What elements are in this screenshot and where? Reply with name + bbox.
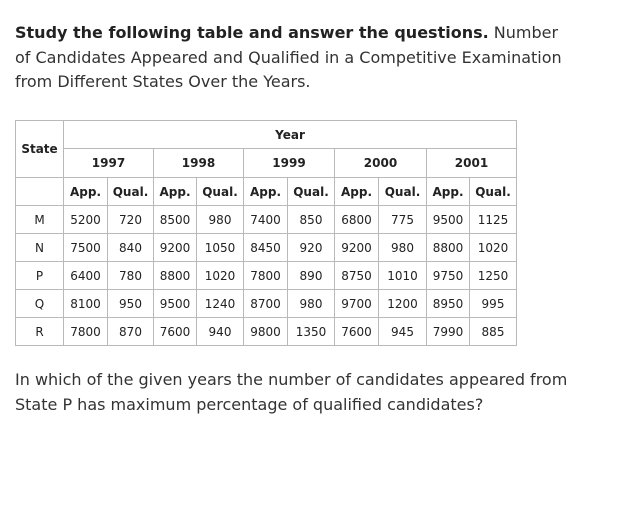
appeared-cell: 8450 (244, 234, 288, 262)
qualified-header: Qual. (470, 178, 517, 206)
appeared-cell: 6800 (335, 206, 379, 234)
table-row (16, 290, 517, 318)
table-row (16, 262, 517, 290)
table-row (16, 234, 517, 262)
state-cell: Q (16, 290, 64, 318)
appeared-cell: 7400 (244, 206, 288, 234)
appeared-cell: 8750 (335, 262, 379, 290)
appeared-cell: 9500 (154, 290, 197, 318)
years-row (16, 149, 517, 178)
appeared-cell: 7600 (335, 318, 379, 346)
state-cell: N (16, 234, 64, 262)
qualified-cell: 1125 (470, 206, 517, 234)
appeared-header: App. (64, 178, 108, 206)
qualified-header: Qual. (379, 178, 427, 206)
appeared-cell: 7600 (154, 318, 197, 346)
year-cell: 2001 (427, 149, 517, 178)
qualified-cell: 1200 (379, 290, 427, 318)
qualified-cell: 945 (379, 318, 427, 346)
blank-cell (16, 178, 64, 206)
subheader-row (16, 178, 517, 206)
appeared-header: App. (335, 178, 379, 206)
appeared-cell: 9200 (335, 234, 379, 262)
state-cell: R (16, 318, 64, 346)
year-cell: 1999 (244, 149, 335, 178)
qualified-cell: 840 (108, 234, 154, 262)
qualified-cell: 870 (108, 318, 154, 346)
qualified-cell: 850 (288, 206, 335, 234)
table-body (16, 121, 517, 346)
year-cell: 2000 (335, 149, 427, 178)
qualified-cell: 995 (470, 290, 517, 318)
qualified-cell: 1050 (197, 234, 244, 262)
appeared-cell: 5200 (64, 206, 108, 234)
appeared-cell: 7990 (427, 318, 470, 346)
qualified-cell: 980 (288, 290, 335, 318)
appeared-cell: 9700 (335, 290, 379, 318)
appeared-cell: 8800 (427, 234, 470, 262)
qualified-cell: 885 (470, 318, 517, 346)
qualified-cell: 720 (108, 206, 154, 234)
qualified-cell: 1350 (288, 318, 335, 346)
qualified-cell: 775 (379, 206, 427, 234)
appeared-cell: 8700 (244, 290, 288, 318)
qualified-cell: 890 (288, 262, 335, 290)
intro-paragraph (15, 21, 575, 95)
qualified-cell: 980 (379, 234, 427, 262)
year-header: Year (64, 121, 517, 149)
appeared-cell: 9200 (154, 234, 197, 262)
table-row (16, 206, 517, 234)
intro-heading: Study the following table and answer the questions. (15, 23, 489, 42)
qualified-cell: 1020 (197, 262, 244, 290)
appeared-cell: 8100 (64, 290, 108, 318)
qualified-cell: 1010 (379, 262, 427, 290)
state-cell: P (16, 262, 64, 290)
appeared-cell: 6400 (64, 262, 108, 290)
year-cell: 1997 (64, 149, 154, 178)
appeared-cell: 7800 (244, 262, 288, 290)
qualified-cell: 1020 (470, 234, 517, 262)
year-cell: 1998 (154, 149, 244, 178)
qualified-header: Qual. (197, 178, 244, 206)
intro-description: Number of Candidates Appeared and Qualified in a Competitive Examination from Different States Over the Years. (15, 23, 562, 91)
appeared-cell: 9750 (427, 262, 470, 290)
qualified-header: Qual. (108, 178, 154, 206)
appeared-cell: 9500 (427, 206, 470, 234)
appeared-cell: 7500 (64, 234, 108, 262)
qualified-cell: 920 (288, 234, 335, 262)
qualified-cell: 1240 (197, 290, 244, 318)
appeared-header: App. (244, 178, 288, 206)
appeared-cell: 8950 (427, 290, 470, 318)
question-text: In which of the given years the number of candidates appeared from State P has maximum percentage of qualified candidates? (15, 370, 568, 414)
appeared-cell: 8800 (154, 262, 197, 290)
table-row (16, 318, 517, 346)
qualified-cell: 980 (197, 206, 244, 234)
appeared-cell: 8500 (154, 206, 197, 234)
qualified-cell: 940 (197, 318, 244, 346)
appeared-header: App. (154, 178, 197, 206)
state-header: State (16, 121, 64, 178)
qualified-cell: 950 (108, 290, 154, 318)
candidates-table (15, 120, 517, 346)
state-cell: M (16, 206, 64, 234)
qualified-cell: 1250 (470, 262, 517, 290)
appeared-cell: 7800 (64, 318, 108, 346)
appeared-cell: 9800 (244, 318, 288, 346)
appeared-header: App. (427, 178, 470, 206)
year-header-row (16, 121, 517, 149)
qualified-header: Qual. (288, 178, 335, 206)
qualified-cell: 780 (108, 262, 154, 290)
